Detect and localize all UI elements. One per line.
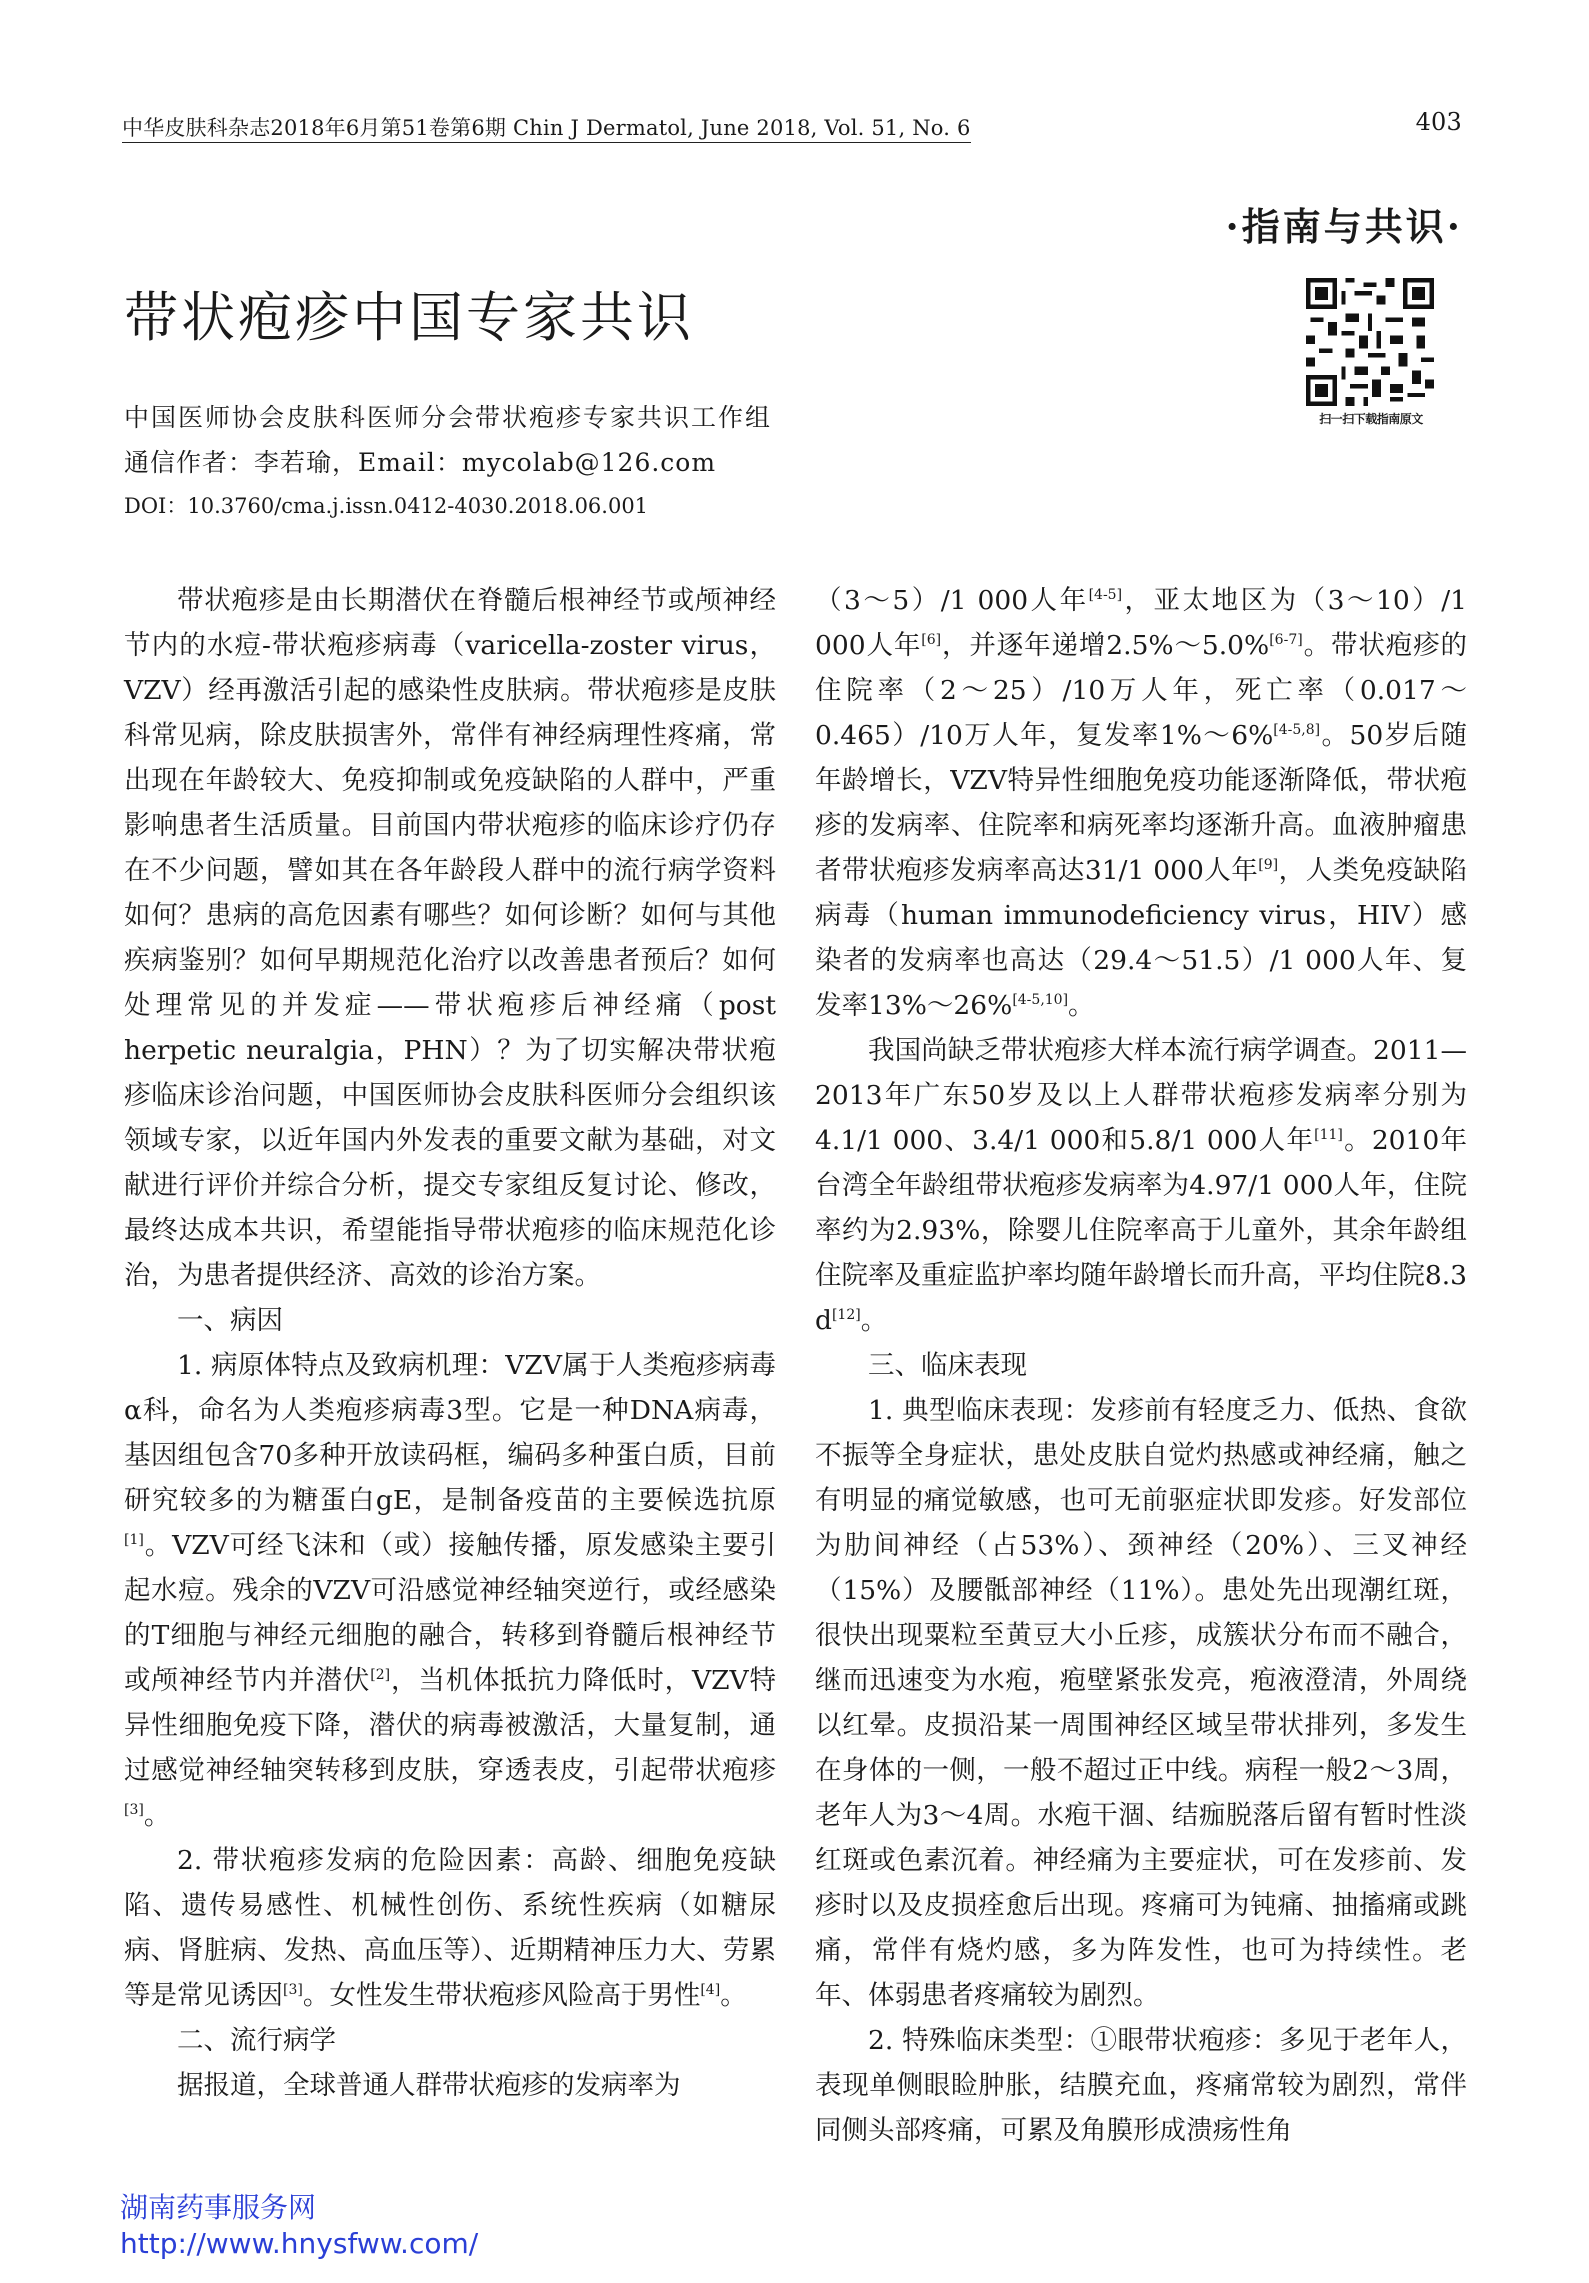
right-column [815,578,1467,2153]
paragraph-typical-presentation: 1. 典型临床表现：发疹前有轻度乏力、低热、食欲不振等全身症状，患处皮肤自觉灼热感或神经痛，触之有明显的痛觉敏感，也可无前驱症状即发疹。好发部位为肋间神经（占53%）、颈神经（20%）、三叉神经（15%）及腰骶部神经（11%）。患处先出现潮红斑，很快出现粟粒至黄豆大小丘疹，成簇状分布而不融合，继而迅速变为水疱，疱壁紧张发亮，疱液澄清，外周绕以红晕。皮损沿某一周围神经区域呈带状排列，多发生在身体的一侧，一般不超过正中线。病程一般2～3周，老年人为3～4周。水疱干涸、结痂脱落后留有暂时性淡红斑或色素沉着。神经痛为主要症状，可在发疹前、发疹时以及皮损痊愈后出现。疼痛可为钝痛、抽搐痛或跳痛，常伴有烧灼感，多为阵发性，也可为持续性。老年、体弱患者疼痛较为剧烈。 [815,1395,1467,2011]
author-group: 中国医师协会皮肤科医师分会带状疱疹专家共识工作组 [124,403,773,432]
citation-ref[interactable]: [9] [1258,857,1279,873]
citation-ref[interactable]: [4-5,8] [1273,722,1321,738]
section-label: ·指南与共识· [1225,204,1463,249]
citation-ref[interactable]: [2] [370,1667,391,1683]
paragraph-special-types: 2. 特殊临床类型：①眼带状疱疹：多见于老年人，表现单侧眼睑肿胀，结膜充血，疼痛常较为剧烈，常伴同侧头部疼痛，可累及角膜形成溃疡性角 [815,2025,1467,2146]
citation-ref[interactable]: [4-5,10] [1012,992,1069,1008]
citation-ref[interactable]: [1] [124,1532,144,1548]
section-heading-etiology: 一、病因 [177,1305,283,1336]
site-name: 湖南药事服务网 [120,2191,317,2224]
citation-ref[interactable]: [4-5] [1088,587,1123,603]
doi: DOI：10.3760/cma.j.issn.0412-4030.2018.06.001 [124,494,649,518]
intro-paragraph: 带状疱疹是由长期潜伏在脊髓后根神经节或颅神经节内的水痘-带状疱疹病毒（varicella-zoster virus，VZV）经再激活引起的感染性皮肤病。带状疱疹是皮肤科常见病，除皮肤损害外，常伴有神经病理性疼痛，常出现在年龄较大、免疫抑制或免疫缺陷的人群中，严重影响患者生活质量。目前国内带状疱疹的临床诊疗仍存在不少问题，譬如其在各年龄段人群中的流行病学资料如何？患病的高危因素有哪些？如何诊断？如何与其他疾病鉴别？如何早期规范化治疗以改善患者预后？如何处理常见的并发症——带状疱疹后神经痛（post herpetic neuralgia，PHN）？为了切实解决带状疱疹临床诊治问题，中国医师协会皮肤科医师分会组织该领域专家，以近年国内外发表的重要文献为基础，对文献进行评价并综合分析，提交专家组反复讨论、修改，最终达成本共识，希望能指导带状疱疹的临床规范化诊治，为患者提供经济、高效的诊治方案。 [124,585,776,1291]
site-url-link[interactable]: http://www.hnysfww.com/ [120,2227,479,2260]
corresponding-author: 通信作者：李若瑜，Email：mycolab@126.com [124,448,717,477]
citation-ref[interactable]: [3] [283,1982,303,1998]
journal-citation: 中华皮肤科杂志2018年6月第51卷第6期 Chin J Dermatol, June 2018, Vol. 51, No. 6 [122,116,971,143]
paragraph-pathogen: 1. 病原体特点及致病机理：VZV属于人类疱疹病毒α科，命名为人类疱疹病毒3型。它是一种DNA病毒，基因组包含70多种开放读码框，编码多种蛋白质，目前研究较多的为糖蛋白gE，是制备疫苗的主要候选抗原[1]。VZV可经飞沫和（或）接触传播，原发感染主要引起水痘。残余的VZV可沿感觉神经轴突逆行，或经感染的T细胞与神经元细胞的融合，转移到脊髓后根神经节或颅神经节内并潜伏[2]，当机体抵抗力降低时，VZV特异性细胞免疫下降，潜伏的病毒被激活，大量复制，通过感觉神经轴突转移到皮肤，穿透表皮，引起带状疱疹[3]。 [124,1350,776,1831]
qr-code-icon[interactable] [1306,278,1434,406]
article-title: 带状疱疹中国专家共识 [124,286,694,349]
citation-ref[interactable]: [4] [700,1982,721,1998]
page-number: 403 [1415,108,1462,136]
paragraph-risk-factors: 2. 带状疱疹发病的危险因素：高龄、细胞免疫缺陷、遗传易感性、机械性创伤、系统性疾病（如糖尿病、肾脏病、发热、高血压等）、近期精神压力大、劳累等是常见诱因[3]。女性发生带状疱疹风险高于男性[4]。 [124,1845,776,2011]
watermark-footer [120,2190,478,2262]
citation-ref[interactable]: [3] [124,1802,144,1818]
citation-ref[interactable]: [11] [1314,1127,1343,1143]
citation-ref[interactable]: [6-7] [1269,632,1303,648]
left-column [124,578,776,2108]
running-head [122,108,1462,142]
section-heading-clinical: 三、临床表现 [868,1350,1027,1381]
paragraph-epidemiology-continued: （3～5）/1 000人年[4-5]，亚太地区为（3～10）/1 000人年[6]，并逐年递增2.5%～5.0%[6-7]。带状疱疹的住院率（2～25）/10万人年，死亡率（0.017～0.465）/10万人年，复发率1%～6%[4-5,8]。50岁后随年龄增长，VZV特异性细胞免疫功能逐渐降低，带状疱疹的发病率、住院率和病死率均逐渐升高。血液肿瘤患者带状疱疹发病率高达31/1 000人年[9]，人类免疫缺陷病毒（human immunodeficiency virus，HIV）感染者的发病率也高达（29.4～51.5）/1 000人年、复发率13%～26%[4-5,10]。 [815,585,1468,1021]
paragraph-china-epidemiology: 我国尚缺乏带状疱疹大样本流行病学调查。2011—2013年广东50岁及以上人群带状疱疹发病率分别为4.1/1 000、3.4/1 000和5.8/1 000人年[11]。2010年台湾全年龄组带状疱疹发病率为4.97/1 000人年，住院率约为2.93%，除婴儿住院率高于儿童外，其余年龄组住院率及重症监护率均随年龄增长而升高，平均住院8.3 d[12]。 [815,1035,1467,1336]
citation-ref[interactable]: [12] [831,1307,861,1323]
qr-caption: 扫一扫下载指南原文 [1319,412,1423,426]
qr-code-block[interactable] [1306,278,1436,427]
paragraph-epidemiology-start: 据报道，全球普通人群带状疱疹的发病率为 [177,2070,681,2101]
citation-ref[interactable]: [6] [921,632,942,648]
section-heading-epidemiology: 二、流行病学 [177,2025,336,2056]
